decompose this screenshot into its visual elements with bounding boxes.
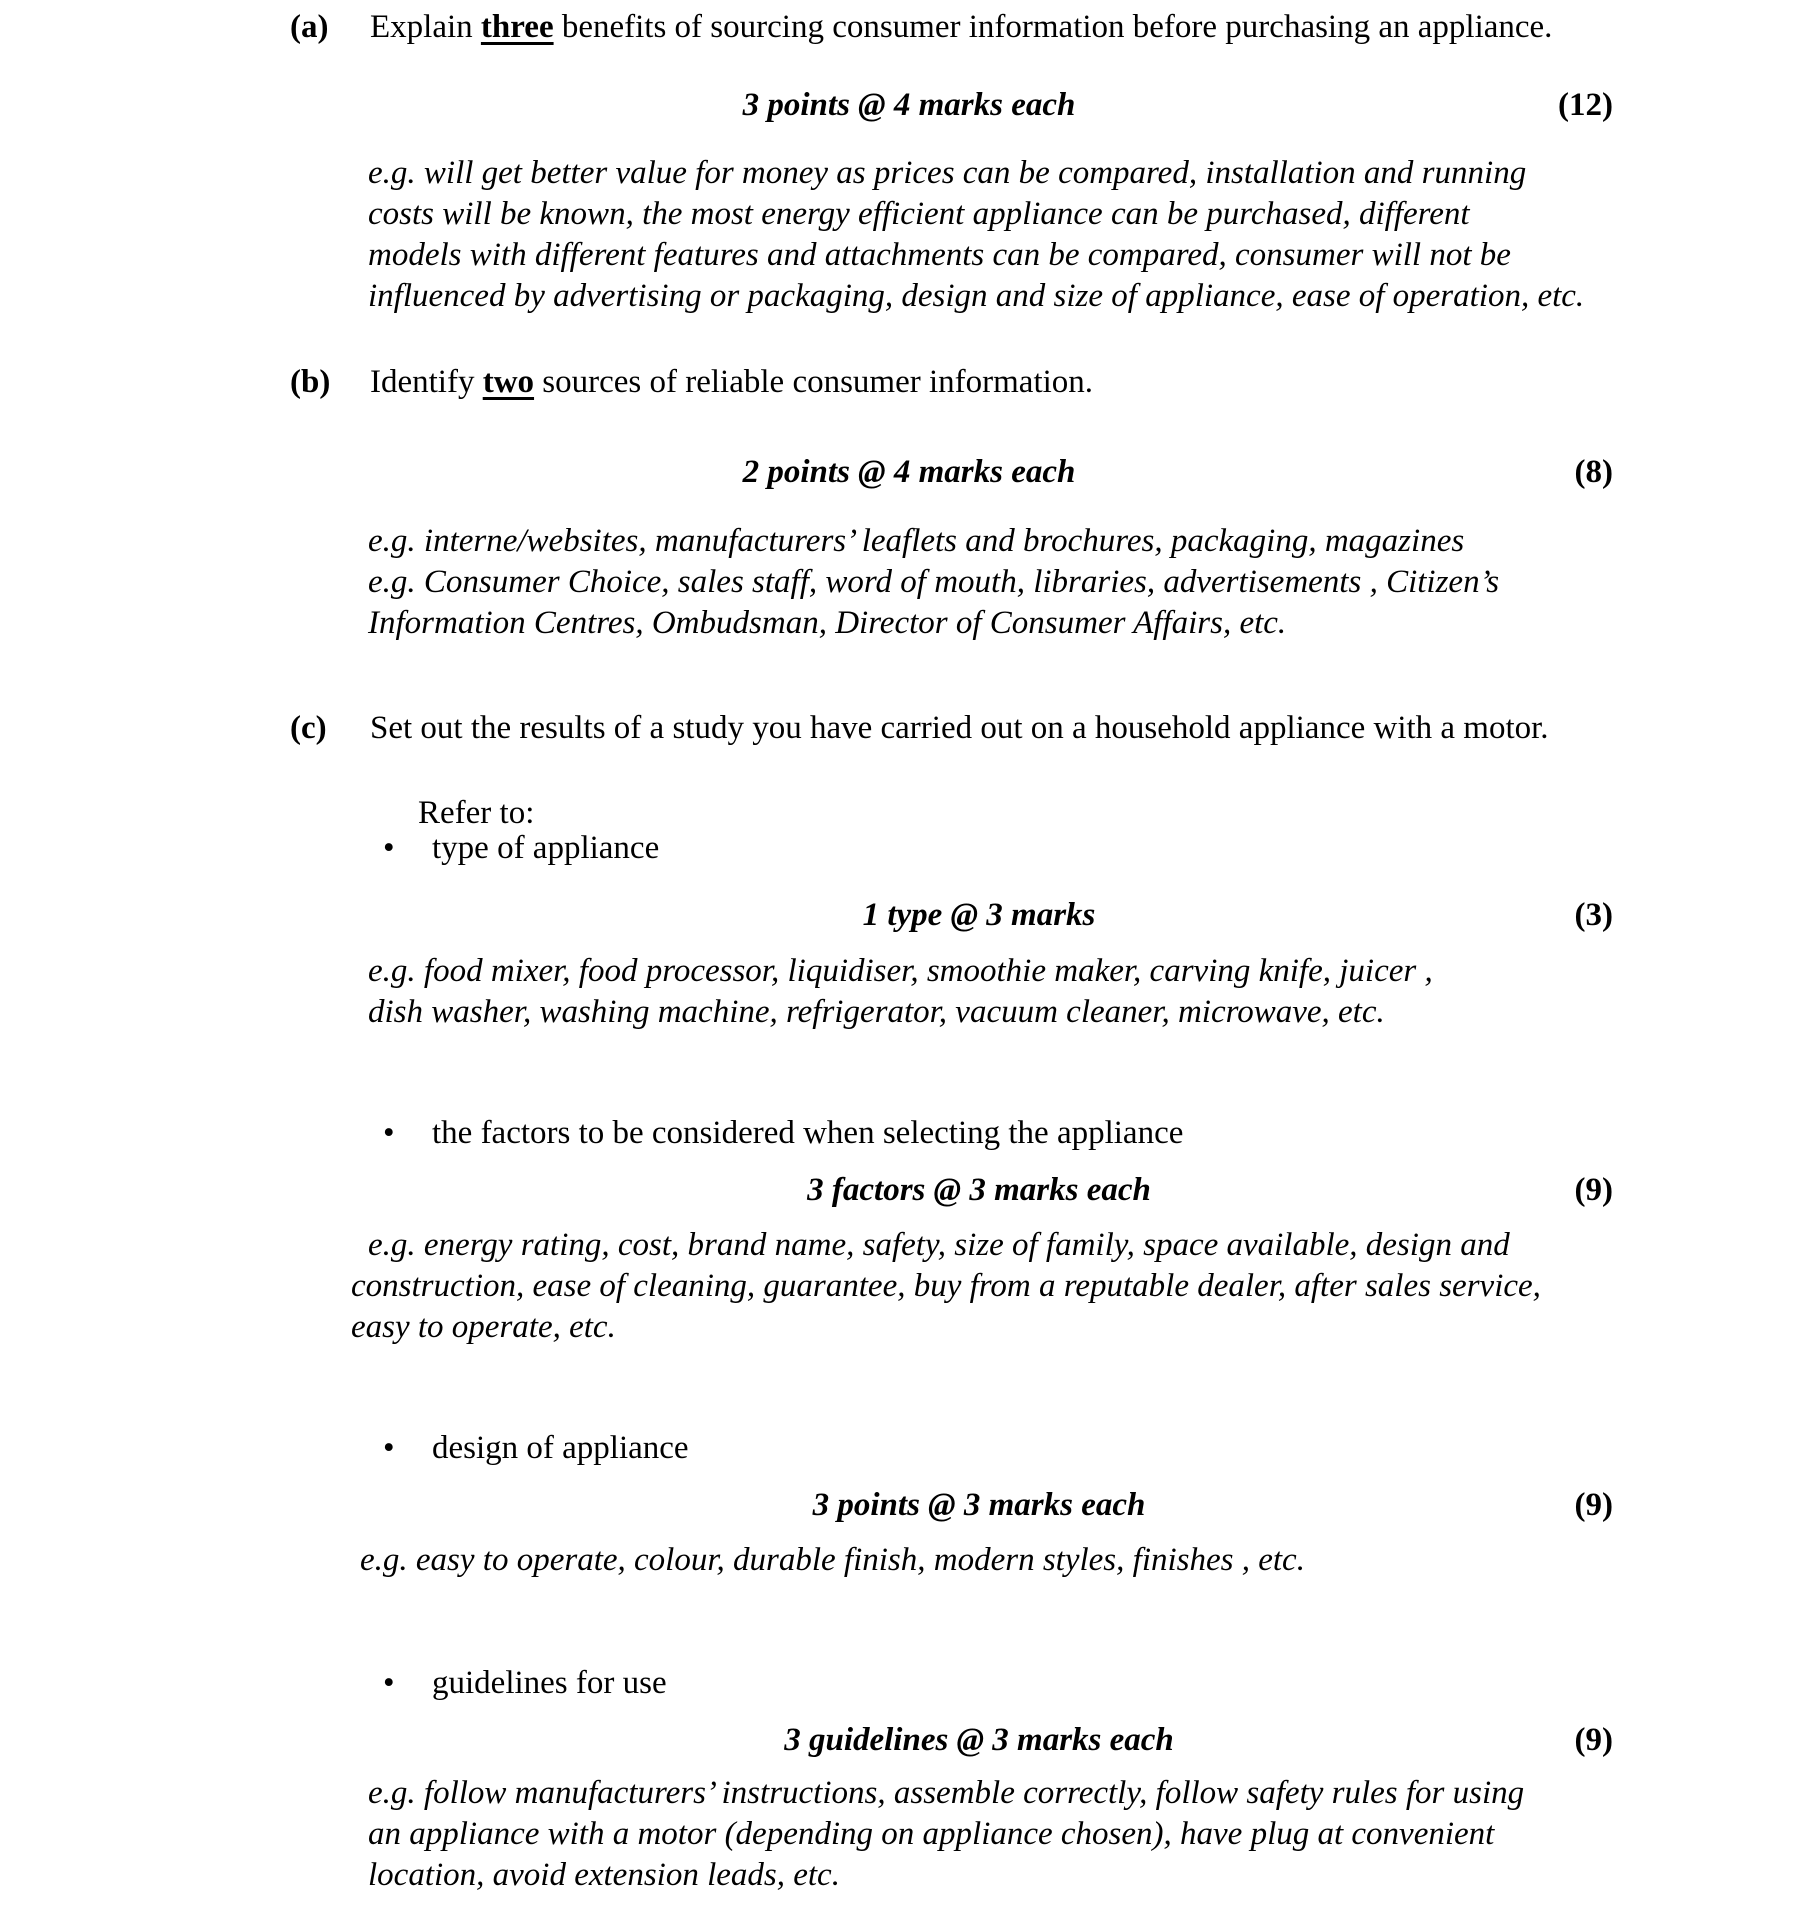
question-b-keyword: two — [482, 364, 535, 400]
refer-to-label: Refer to: — [418, 795, 535, 831]
marks-value-c2: (9) — [1574, 1172, 1613, 1208]
marks-text-c2: 3 factors @ 3 marks each — [807, 1172, 1151, 1208]
example-line: Information Centres, Ombudsman, Director of Consumer Affairs, etc. — [368, 605, 1287, 641]
example-line: e.g. interne/websites, manufacturers’ leaflets and brochures, packaging, magazines — [368, 523, 1465, 559]
example-answers-b — [368, 521, 1728, 644]
marks-value-b: (8) — [1574, 454, 1613, 490]
example-answers-c1 — [368, 951, 1728, 1033]
question-c-text: Set out the results of a study you have carried out on a household appliance with a motor. — [370, 710, 1549, 746]
bullet-icon: • — [383, 1665, 395, 1701]
bullet-text: the factors to be considered when selecting the appliance — [432, 1115, 1184, 1151]
example-line: location, avoid extension leads, etc. — [368, 1857, 840, 1893]
question-b-label: (b) — [290, 364, 331, 400]
question-b — [290, 362, 1728, 403]
bullet-item-type — [383, 828, 1728, 869]
question-b-suffix: sources of reliable consumer information. — [534, 364, 1094, 400]
marks-row-c3 — [0, 1485, 1818, 1526]
example-answers-c3 — [360, 1540, 1728, 1581]
bullet-icon: • — [383, 830, 395, 866]
question-c — [290, 708, 1728, 749]
question-b-text — [370, 364, 1093, 400]
marks-value-c3: (9) — [1574, 1487, 1613, 1523]
bullet-icon: • — [383, 1430, 395, 1466]
example-line: e.g. will get better value for money as prices can be compared, installation and running — [368, 155, 1527, 191]
example-line: costs will be known, the most energy efficient appliance can be purchased, different — [368, 196, 1470, 232]
example-answers-c2 — [351, 1225, 1728, 1348]
example-line: influenced by advertising or packaging, design and size of appliance, ease of operation, etc. — [368, 278, 1585, 314]
question-a-keyword: three — [480, 9, 554, 45]
marks-value-c4: (9) — [1574, 1722, 1613, 1758]
bullet-text: guidelines for use — [432, 1665, 667, 1701]
example-answers-c4 — [368, 1773, 1728, 1896]
example-line: e.g. food mixer, food processor, liquidiser, smoothie maker, carving knife, juicer , — [368, 953, 1433, 989]
marks-text-c1: 1 type @ 3 marks — [862, 897, 1096, 933]
marks-text-b: 2 points @ 4 marks each — [742, 454, 1076, 490]
question-a-suffix: benefits of sourcing consumer information before purchasing an appliance. — [553, 9, 1553, 45]
example-line: easy to operate, etc. — [351, 1309, 616, 1345]
marks-text-c3: 3 points @ 3 marks each — [812, 1487, 1146, 1523]
example-line: dish washer, washing machine, refrigerator, vacuum cleaner, microwave, etc. — [368, 994, 1385, 1030]
example-answers-a — [368, 153, 1728, 317]
example-line: construction, ease of cleaning, guarantee, buy from a reputable dealer, after sales service, — [351, 1268, 1541, 1304]
marks-row-c1 — [0, 895, 1818, 936]
bullet-item-guidelines — [383, 1663, 1728, 1704]
example-line: e.g. easy to operate, colour, durable finish, modern styles, finishes , etc. — [360, 1542, 1305, 1578]
marks-value-a: (12) — [1558, 87, 1613, 123]
question-a-label: (a) — [290, 9, 329, 45]
question-a-prefix: Explain — [370, 9, 481, 45]
example-line: e.g. energy rating, cost, brand name, safety, size of family, space available, design and — [368, 1227, 1510, 1263]
marks-row-c4 — [0, 1720, 1818, 1761]
example-line: e.g. Consumer Choice, sales staff, word of mouth, libraries, advertisements , Citizen’s — [368, 564, 1500, 600]
example-line: e.g. follow manufacturers’ instructions, assemble correctly, follow safety rules for using — [368, 1775, 1525, 1811]
example-line: models with different features and attachments can be compared, consumer will not be — [368, 237, 1511, 273]
marks-text-c4: 3 guidelines @ 3 marks each — [784, 1722, 1174, 1758]
example-line: an appliance with a motor (depending on appliance chosen), have plug at convenient — [368, 1816, 1495, 1852]
bullet-icon: • — [383, 1115, 395, 1151]
marks-text-a: 3 points @ 4 marks each — [742, 87, 1076, 123]
bullet-text: type of appliance — [432, 830, 660, 866]
question-c-label: (c) — [290, 710, 327, 746]
question-a-text — [370, 9, 1552, 45]
bullet-item-design — [383, 1428, 1728, 1469]
bullet-item-factors — [383, 1113, 1728, 1154]
question-b-prefix: Identify — [370, 364, 483, 400]
bullet-text: design of appliance — [432, 1430, 689, 1466]
marks-row-b — [0, 452, 1818, 493]
question-a — [290, 7, 1728, 48]
marks-row-c2 — [0, 1170, 1818, 1211]
marks-row-a — [0, 85, 1818, 126]
marks-value-c1: (3) — [1574, 897, 1613, 933]
